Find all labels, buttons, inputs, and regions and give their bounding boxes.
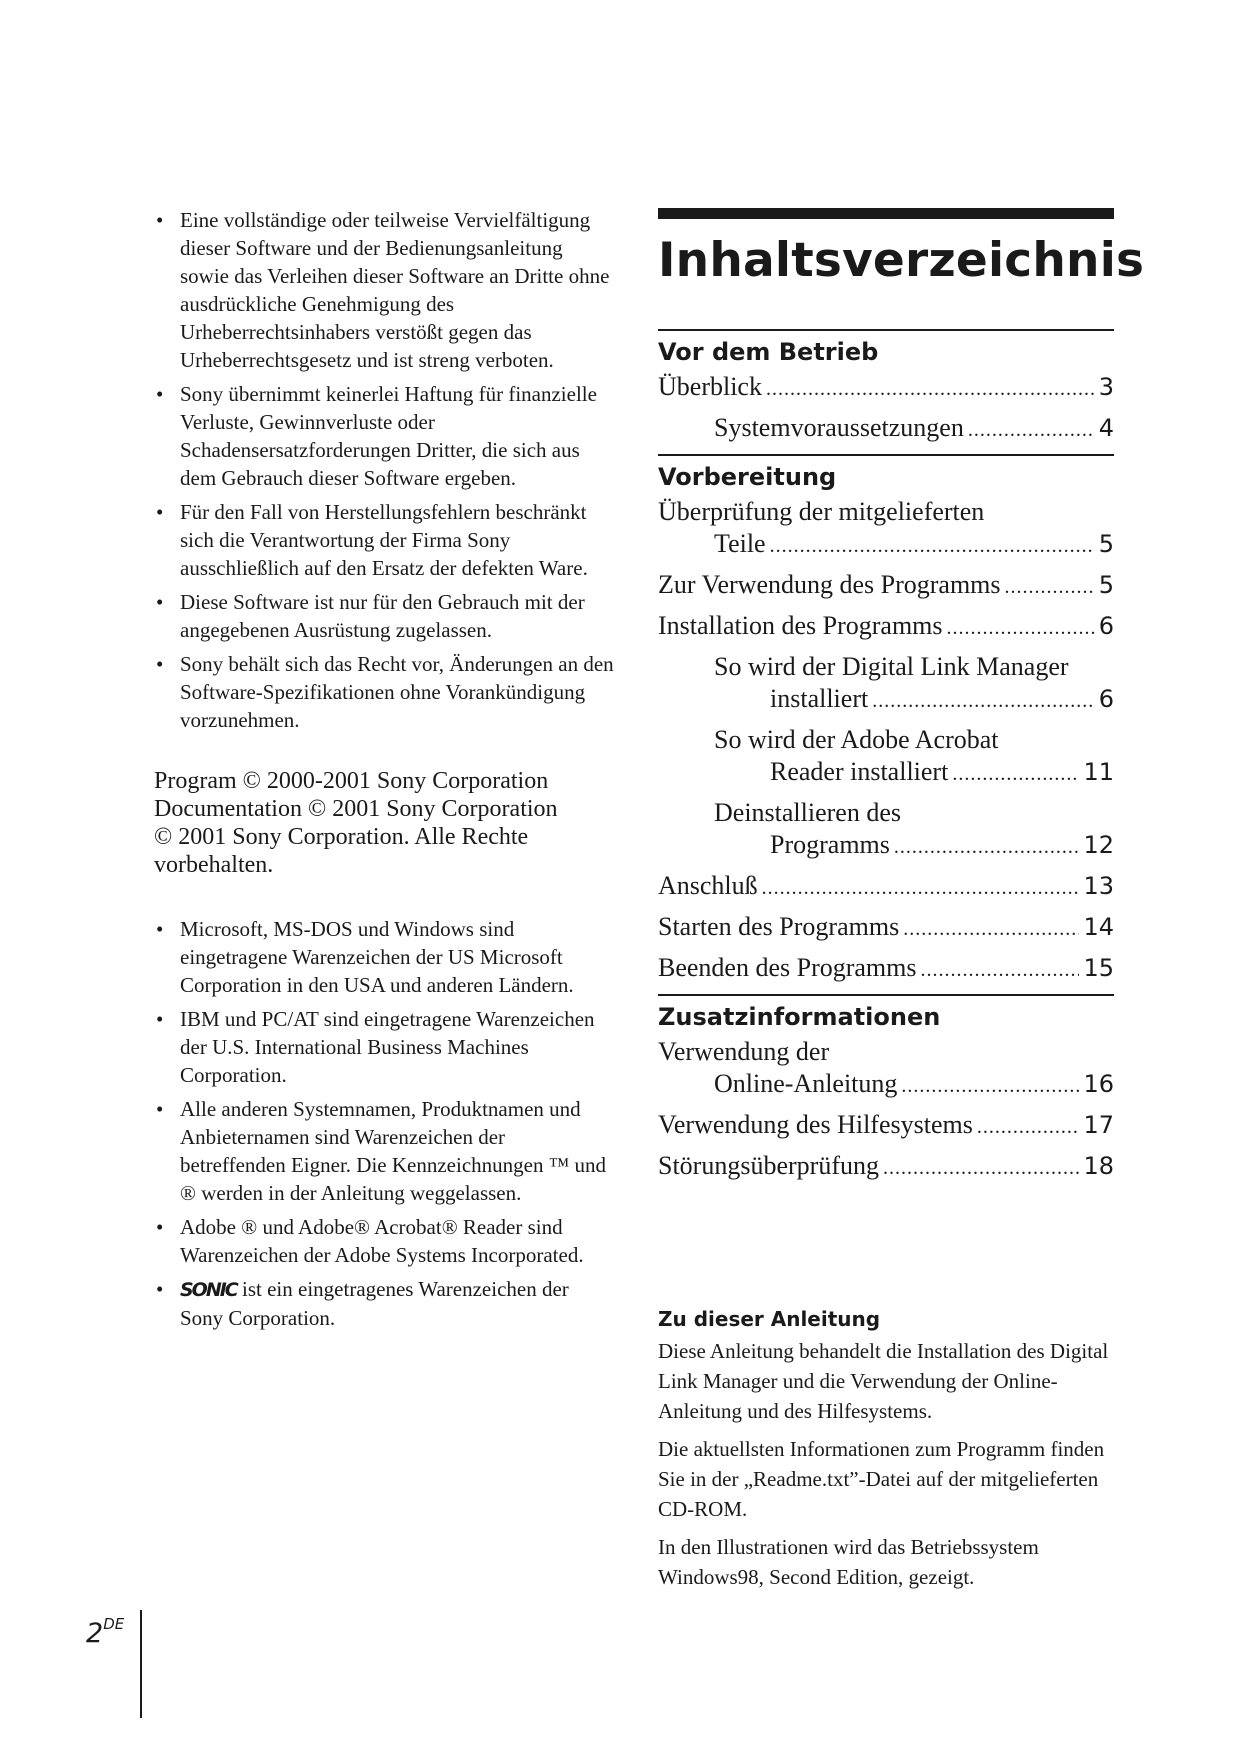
toc-entry[interactable] (658, 651, 1114, 717)
about-title: Zu dieser Anleitung (658, 1307, 881, 1331)
sony-logo-mark: SONIC (180, 1279, 237, 1301)
toc-entry-text: Zur Verwendung des Programms (658, 570, 1001, 599)
toc-page-number: 6 (1098, 685, 1114, 713)
toc-section-heading: Zusatzinformationen (658, 1003, 941, 1031)
leader-dots (762, 872, 1080, 904)
section-divider (658, 329, 1114, 331)
section-divider (658, 454, 1114, 456)
leader-dots (968, 414, 1095, 446)
toc-entry-text: Teile (714, 529, 766, 558)
toc-section-heading: Vor dem Betrieb (658, 338, 879, 366)
toc-page-number: 14 (1083, 913, 1114, 941)
trademark-item: • IBM und PC/AT sind eingetragene Warenzeichen der U.S. International Business Machines Corporation. (154, 1005, 614, 1089)
disclaimer-item: • Sony übernimmt keinerlei Haftung für finanzielle Verluste, Gewinnverluste oder Schadensersatzforderungen Dritter, die sich aus dem Gebrauch dieser Software ergeben. (154, 380, 614, 492)
leader-dots (921, 954, 1080, 986)
leader-dots (1005, 571, 1095, 603)
leader-dots (947, 612, 1095, 644)
toc-entry-text: Überblick (658, 372, 762, 401)
toc-entry[interactable] (658, 911, 1114, 945)
toc-entry[interactable] (658, 870, 1114, 904)
toc-entry[interactable] (658, 1036, 1114, 1102)
page-language-code: DE (103, 1615, 125, 1633)
toc-entry[interactable] (658, 724, 1114, 790)
toc-entry-text: Online-Anleitung (714, 1069, 898, 1098)
toc-entry[interactable] (658, 797, 1114, 863)
toc-entry-text: Verwendung des Hilfesystems (658, 1110, 973, 1139)
toc-entry[interactable] (658, 496, 1114, 562)
leader-dots (901, 1070, 1079, 1102)
toc-page-number: 13 (1083, 872, 1114, 900)
about-manual-block (658, 1306, 1114, 1592)
leader-dots (872, 685, 1095, 717)
leader-dots (766, 373, 1095, 405)
toc-page-number: 11 (1083, 758, 1114, 786)
toc-page-number: 3 (1098, 373, 1114, 401)
toc-entry[interactable] (658, 610, 1114, 644)
trademark-list (154, 915, 614, 1332)
toc-page-number: 4 (1098, 414, 1114, 442)
trademark-item: • Adobe ® und Adobe® Acrobat® Reader sind Warenzeichen der Adobe Systems Incorporated. (154, 1213, 614, 1269)
toc-entry-text: Programms (770, 830, 890, 859)
toc-entry[interactable] (658, 952, 1114, 986)
toc-page-number: 5 (1098, 530, 1114, 558)
leader-dots (770, 530, 1095, 562)
toc-page-number: 17 (1083, 1111, 1114, 1139)
toc-entry-text: Installation des Programms (658, 611, 943, 640)
page-margin-rule (140, 1610, 142, 1718)
disclaimer-item: • Für den Fall von Herstellungsfehlern beschränkt sich die Verantwortung der Firma Sony ausschließlich auf den Ersatz der defekten Ware. (154, 498, 614, 582)
toc-entry-text: Systemvoraussetzungen (714, 413, 964, 442)
disclaimer-item: • Diese Software ist nur für den Gebrauch mit der angegebenen Ausrüstung zugelassen. (154, 588, 614, 644)
toc-entry[interactable] (658, 569, 1114, 603)
page-number (86, 1615, 125, 1649)
toc-entry-text: Störungsüberprüfung (658, 1151, 879, 1180)
toc-entry[interactable] (658, 1109, 1114, 1143)
disclaimer-list (154, 206, 614, 734)
toc-page-number: 5 (1098, 571, 1114, 599)
toc-entry-text: Starten des Programms (658, 912, 900, 941)
toc-entry-text: Verwendung der (658, 1037, 830, 1066)
title-bar-rule (658, 208, 1114, 219)
toc-section-heading: Vorbereitung (658, 463, 837, 491)
toc-entry-text: Überprüfung der mitgelieferten (658, 497, 985, 526)
leader-dots (903, 913, 1079, 945)
leader-dots (894, 831, 1080, 863)
trademark-item: • Microsoft, MS-DOS und Windows sind eingetragene Warenzeichen der US Microsoft Corporation in den USA und anderen Ländern. (154, 915, 614, 999)
about-paragraph: In den Illustrationen wird das Betriebssystem Windows98, Second Edition, gezeigt. (658, 1535, 1039, 1589)
toc-entry[interactable] (658, 371, 1114, 405)
page-number-value: 2 (86, 1618, 104, 1649)
toc-entry-text: Deinstallieren des (714, 798, 901, 827)
toc-entry-text: Beenden des Programms (658, 953, 917, 982)
toc-entry[interactable] (658, 1150, 1114, 1184)
copyright-block (154, 767, 614, 879)
left-column (154, 206, 614, 1338)
copyright-line: Program © 2000-2001 Sony Corporation (154, 768, 549, 794)
toc-page-number: 12 (1083, 831, 1114, 859)
toc-page-number: 15 (1083, 954, 1114, 982)
toc-entry[interactable] (658, 412, 1114, 446)
toc-entry-text: installiert (770, 684, 869, 713)
trademark-item-sony (154, 1275, 614, 1332)
toc-title: Inhaltsverzeichnis (658, 233, 1145, 288)
leader-dots (883, 1152, 1079, 1184)
toc-entry-text: So wird der Adobe Acrobat (714, 725, 999, 754)
leader-dots (977, 1111, 1080, 1143)
toc-entry-text: So wird der Digital Link Manager (714, 652, 1069, 681)
leader-dots (952, 758, 1079, 790)
sony-trademark-text: ist ein eingetragenes Warenzeichen der Sony Corporation. (180, 1277, 569, 1330)
about-paragraph: Diese Anleitung behandelt die Installation des Digital Link Manager und die Verwendung der Online-Anleitung und des Hilfesystems. (658, 1339, 1109, 1423)
toc-page-number: 6 (1098, 612, 1114, 640)
section-divider (658, 994, 1114, 996)
copyright-line: Documentation © 2001 Sony Corporation (154, 796, 558, 822)
trademark-item: • Alle anderen Systemnamen, Produktnamen und Anbieternamen sind Warenzeichen der betreffenden Eigner. Die Kennzeichnungen ™ und ® werden in der Anleitung weggelassen. (154, 1095, 614, 1207)
toc-page-number: 16 (1083, 1070, 1114, 1098)
disclaimer-item: • Sony behält sich das Recht vor, Änderungen an den Software-Spezifikationen ohne Vorankündigung vorzunehmen. (154, 650, 614, 734)
disclaimer-item: • Eine vollständige oder teilweise Vervielfältigung dieser Software und der Bedienungsanleitung sowie das Verleihen dieser Software an Dritte ohne ausdrückliche Genehmigung des Urheberrechtsinhabers verstößt gegen das Urheberrechtsgesetz und ist streng verboten. (154, 206, 614, 374)
toc-entry-text: Reader installiert (770, 757, 949, 786)
toc-page-number: 18 (1083, 1152, 1114, 1180)
about-paragraph: Die aktuellsten Informationen zum Programm finden Sie in der „Readme.txt”-Datei auf der mitgelieferten CD-ROM. (658, 1437, 1105, 1521)
copyright-line: © 2001 Sony Corporation. Alle Rechte vorbehalten. (154, 824, 529, 878)
right-column (658, 208, 1145, 1600)
toc-entry-text: Anschluß (658, 871, 758, 900)
